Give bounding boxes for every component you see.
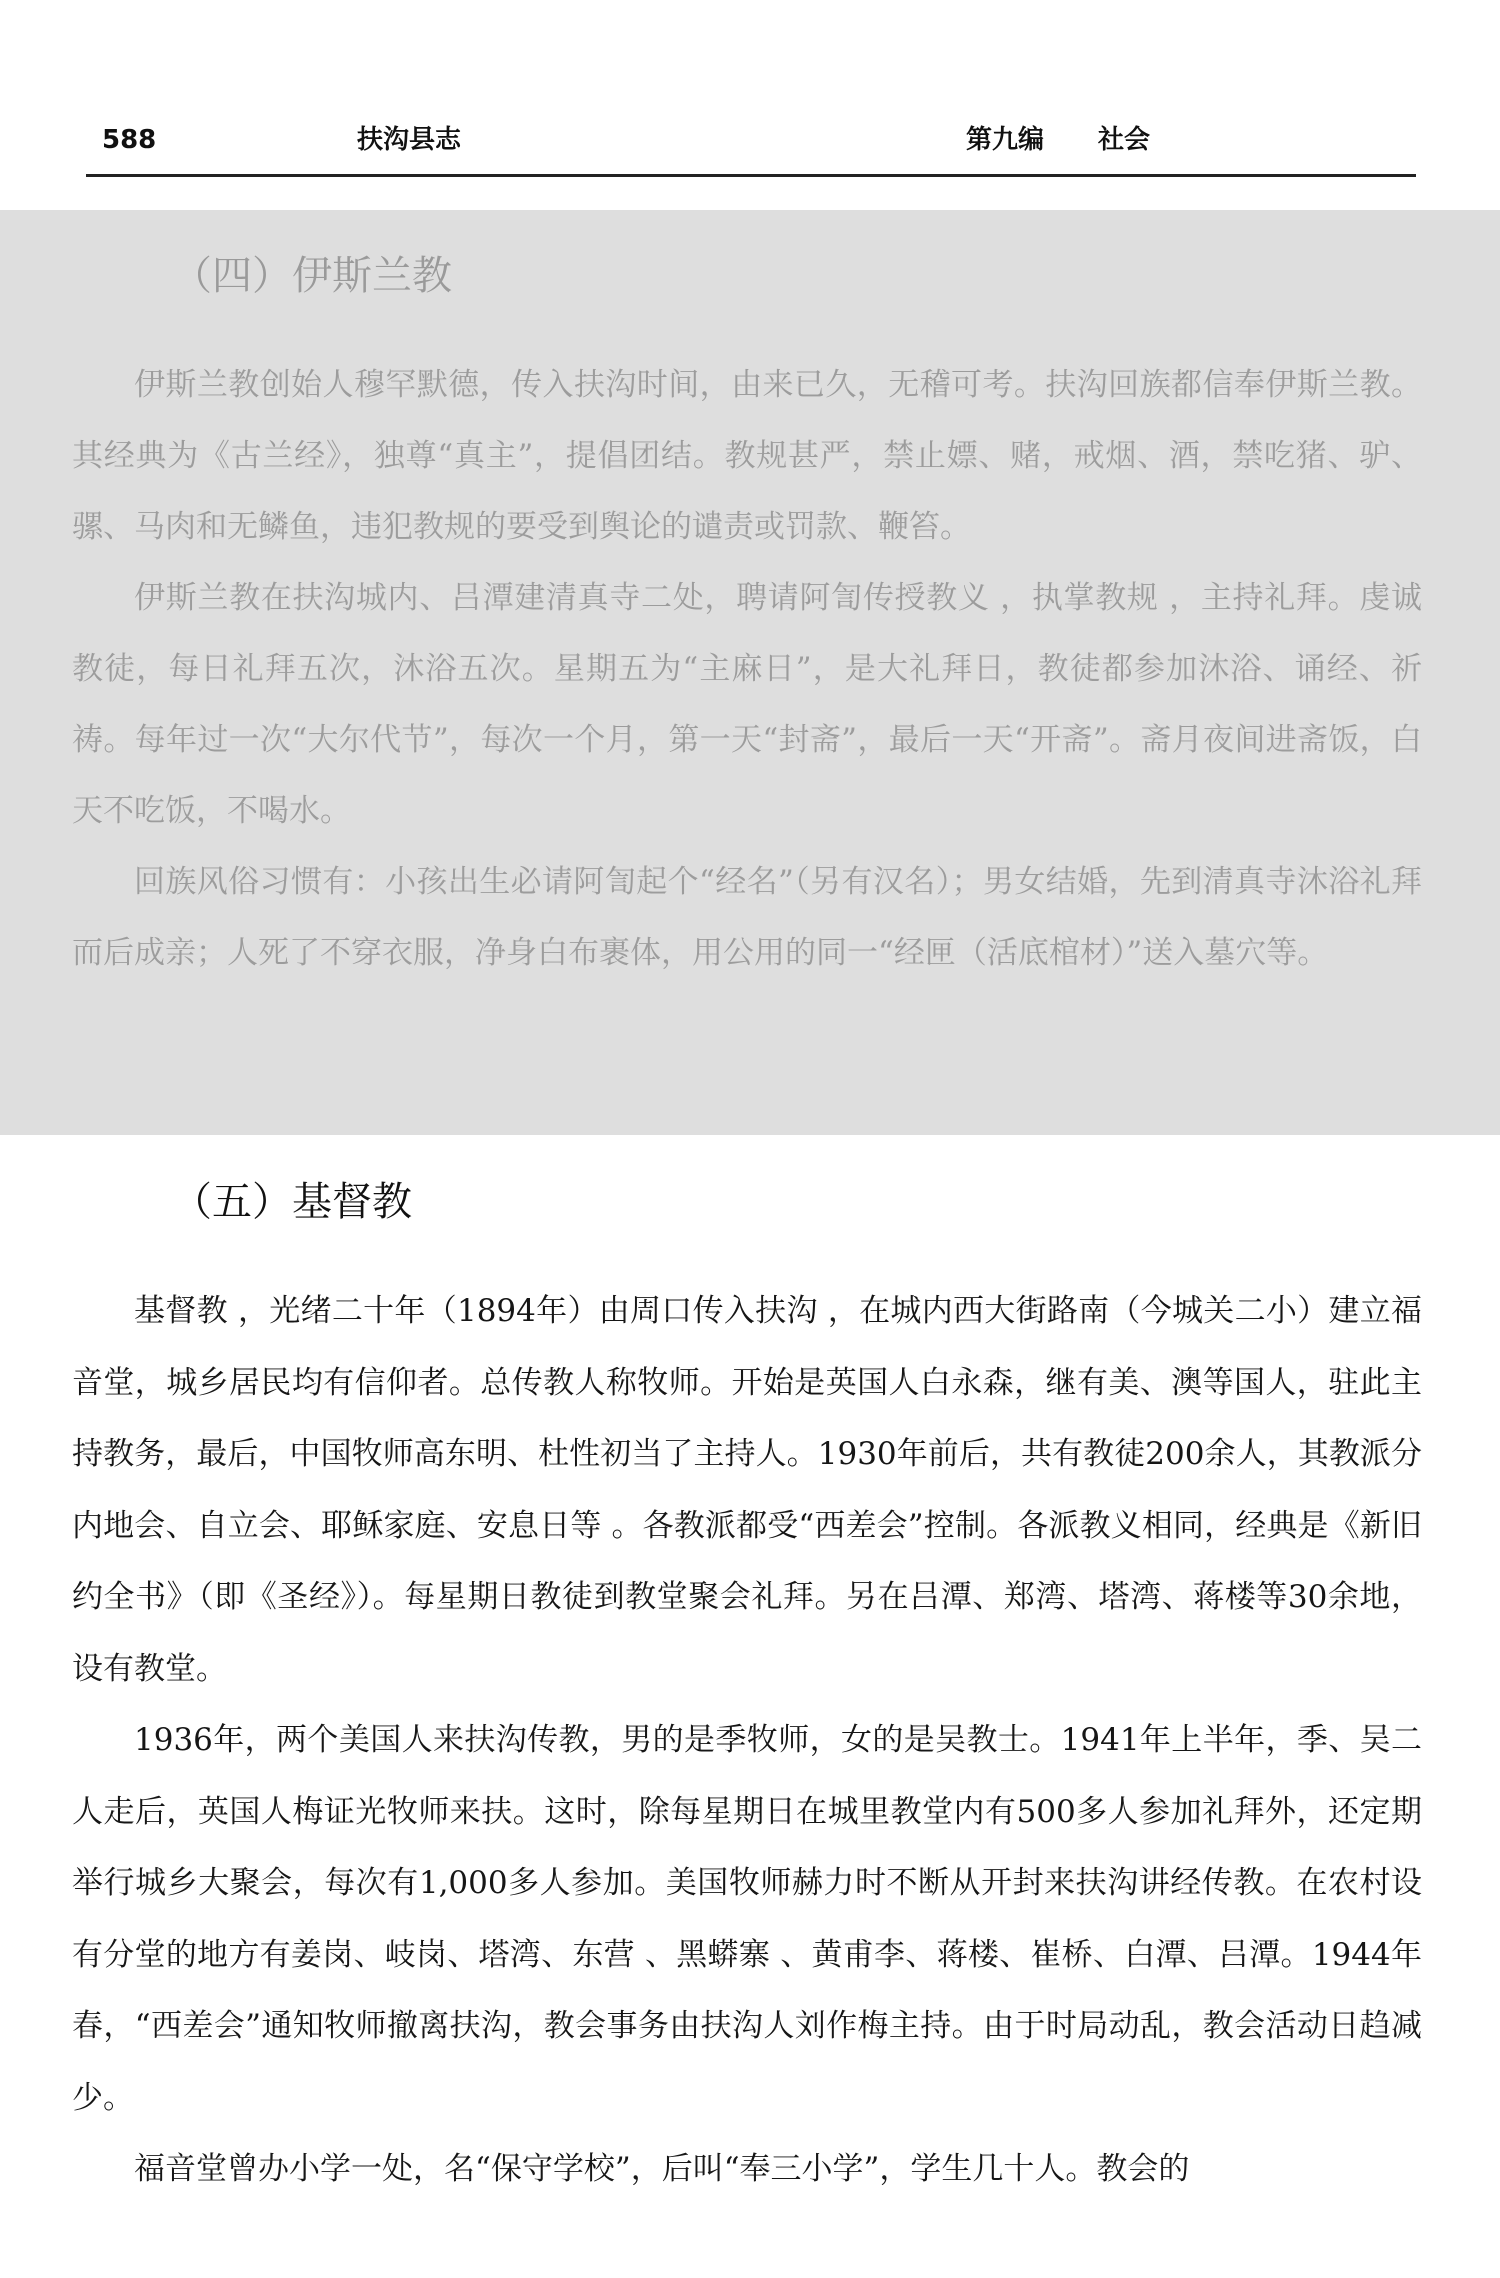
section-title-christianity: （五）基督教: [172, 1179, 412, 1225]
paragraph: 1936年，两个美国人来扶沟传教，男的是季牧师，女的是吴教士。1941年上半年，季、吴二人走后，英国人梅证光牧师来扶。这时，除每星期日在城里教堂内有500多人参加礼拜外，还定期举行城乡大聚会，每次有1,000多人参加。美国牧师赫力时不断从开封来扶沟讲经传教。在农村设有分堂的地方有姜岗、岐岗、塔湾、东营 、黑蟒寨 、黄甫李、蒋楼、崔桥、白潭、吕潭。1944年春，“西差会”通知牧师撤离扶沟，教会事务由扶沟人刘作梅主持。由于时局动乱，教会活动日趋减少。: [72, 1722, 1422, 2116]
part-label: 第九编: [966, 125, 1045, 155]
page-number: 588: [102, 125, 157, 155]
header-rule: [86, 174, 1416, 177]
paragraph: 回族风俗习惯有：小孩出生必请阿訇起个“经名”（另有汉名）；男女结婚，先到清真寺沐浴礼拜而后成亲；人死了不穿衣服，净身白布裹体，用公用的同一“经匣（活底棺材）”送入墓穴等。: [72, 864, 1422, 971]
chapter-label: 社会: [1098, 125, 1151, 155]
section-title-islam: （四）伊斯兰教: [172, 253, 452, 299]
paragraph: 福音堂曾办小学一处，名“保守学校”，后叫“奉三小学”，学生几十人。教会的: [134, 2151, 1190, 2187]
paragraph: 伊斯兰教在扶沟城内、吕潭建清真寺二处，聘请阿訇传授教义 ，执掌教规 ，主持礼拜。虔诚教徒，每日礼拜五次，沐浴五次。星期五为“主麻日”，是大礼拜日，教徒都参加沐浴、诵经、祈祷。每年过一次“大尔代节”，每次一个月，第一天“封斋”，最后一天“开斋”。斋月夜间进斋饭，白天不吃饭，不喝水。: [72, 580, 1422, 829]
page-header: [0, 0, 1500, 210]
paragraph: 伊斯兰教创始人穆罕默德，传入扶沟时间，由来已久，无稽可考。扶沟回族都信奉伊斯兰教。其经典为《古兰经》，独尊“真主”，提倡团结。教规甚严，禁止嫖、赌，戒烟、酒，禁吃猪、驴、骡、马肉和无鳞鱼，违犯教规的要受到舆论的谴责或罚款、鞭笞。: [72, 367, 1422, 545]
section-body-christianity: [72, 1276, 1422, 2206]
section-body-islam: [72, 350, 1422, 989]
book-title: 扶沟县志: [357, 125, 462, 155]
paragraph: 基督教 ，光绪二十年（1894年）由周口传入扶沟 ，在城内西大街路南（今城关二小）建立福音堂，城乡居民均有信仰者。总传教人称牧师。开始是英国人白永森，继有美、澳等国人，驻此主持教务，最后，中国牧师高东明、杜性初当了主持人。1930年前后，共有教徒200余人，其教派分内地会、自立会、耶稣家庭、安息日等 。各教派都受“西差会”控制。各派教义相同，经典是《新旧约全书》（即《圣经》）。每星期日教徒到教堂聚会礼拜。另在吕潭、郑湾、塔湾、蒋楼等30余地，设有教堂。: [72, 1293, 1422, 1687]
